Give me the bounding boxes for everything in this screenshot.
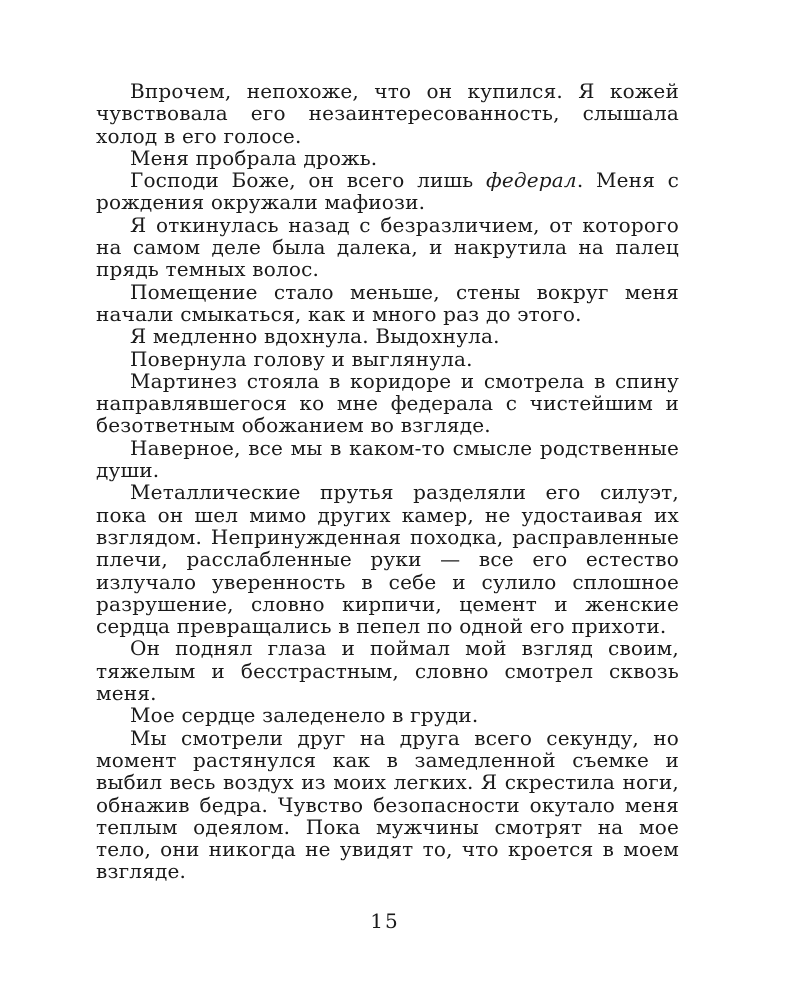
paragraph-11: Он поднял глаза и поймал мой взгляд своим, тяжелым и бесстрастным, словно смотрел сквозь меня.: [96, 636, 679, 706]
paragraph-9: Наверное, все мы в каком-то смысле родственные души.: [96, 435, 679, 483]
paragraph-7: Повернула голову и выглянула.: [130, 346, 473, 371]
paragraph-10: Металлические прутья разделяли его силуэт, пока он шел мимо других камер, не удостаивая их взглядом. Непринужденная походка, расправленные плечи, расслабленные руки — все его естество излучало уверенность в себе и сулило сплошное разрушение, словно кирпичи, цемент и женские сердца превращались в пепел по одной его прихоти.: [96, 480, 679, 639]
paragraph-5: Помещение стало меньше, стены вокруг меня начали смыкаться, как и много раз до этого.: [96, 279, 679, 326]
paragraph-3-end: . Меня с рождения окружали мафиози.: [96, 168, 679, 215]
paragraph-13: Мы смотрели друг на друга всего секунду, но момент растянулся как в замедленной съемке и выбил весь воздух из моих легких. Я скрестила ноги, обнажив бедра. Чувство безопасности окутало меня теплым одеялом. Пока мужчины смотрят на мое тело, они никогда не увидят то, что кроется в моем взгляде.: [96, 725, 679, 884]
paragraph-3-start: Господи Боже, он всего лишь: [130, 168, 486, 193]
paragraph-3: [96, 169, 679, 214]
book-page-text: [96, 80, 679, 883]
paragraph-2: Меня пробрала дрожь.: [130, 145, 378, 170]
emphasis-federal: федерал: [485, 168, 577, 193]
page-number: 15: [370, 909, 400, 933]
paragraph-1: Впрочем, непохоже, что он купился. Я кожей чувствовала его незаинтересованность, слышала холод в его голосе.: [96, 79, 679, 148]
paragraph-8: Мартинез стояла в коридоре и смотрела в спину направлявшегося ко мне федерала с чистейшим и безответным обожанием во взгляде.: [96, 368, 679, 438]
paragraph-12: Мое сердце заледенело в груди.: [130, 703, 479, 728]
paragraph-6: Я медленно вдохнула. Выдохнула.: [130, 324, 500, 349]
paragraph-4: Я откинулась назад с безразличием, от которого на самом деле была далека, и накрутила на палец прядь темных волос.: [96, 212, 679, 282]
